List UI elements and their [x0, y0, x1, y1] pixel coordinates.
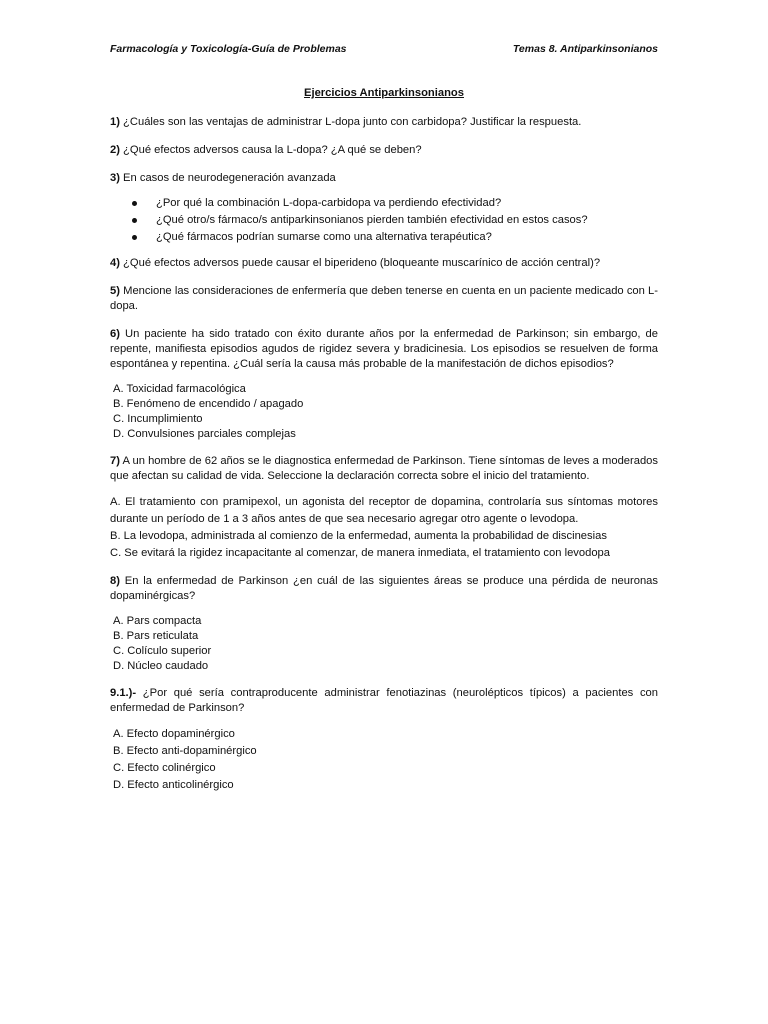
question-number: 8) [110, 575, 120, 587]
question-4 [110, 256, 658, 271]
bullet-item: ¿Qué otro/s fármaco/s antiparkinsonianos pierden también efectividad en estos casos? [132, 213, 658, 228]
question-text: ¿Qué efectos adversos causa la L-dopa? ¿A qué se deben? [119, 144, 422, 156]
option-b: B. Fenómeno de encendido / apagado [113, 398, 304, 410]
question-1 [110, 115, 658, 130]
question-2 [110, 143, 658, 158]
question-number: 5) [110, 285, 120, 297]
question-9-1-options [113, 726, 658, 794]
option-a: A. Efecto dopaminérgico [113, 728, 235, 740]
bullet-item: ¿Por qué la combinación L-dopa-carbidopa va perdiendo efectividad? [132, 196, 658, 211]
option-c: C. Incumplimiento [113, 413, 203, 425]
question-text: ¿Cuáles son las ventajas de administrar L-dopa junto con carbidopa? Justificar la respuesta. [119, 116, 582, 128]
question-7 [110, 454, 658, 484]
question-5 [110, 284, 658, 314]
question-number: 3) [110, 172, 120, 184]
question-6-options [113, 382, 658, 442]
option-a: A. Toxicidad farmacológica [113, 383, 246, 395]
question-number: 9.1.)- [110, 687, 137, 699]
question-number: 2) [110, 144, 120, 156]
option-d: D. Efecto anticolinérgico [113, 779, 234, 791]
option-c: C. Efecto colinérgico [113, 762, 216, 774]
option-b: B. La levodopa, administrada al comienzo de la enfermedad, aumenta la probabilidad de discinesias [110, 530, 607, 542]
page-title: Ejercicios Antiparkinsonianos [304, 87, 464, 99]
question-text: En casos de neurodegeneración avanzada [119, 172, 336, 184]
question-number: 1) [110, 116, 120, 128]
question-number: 6) [110, 328, 120, 340]
question-text: En la enfermedad de Parkinson ¿en cuál de las siguientes áreas se produce una pérdida de neuronas dopaminérgicas? [110, 575, 658, 602]
question-text: ¿Qué efectos adversos puede causar el biperideno (bloqueante muscarínico de acción central)? [119, 257, 601, 269]
header-left: Farmacología y Toxicología-Guía de Problemas [110, 43, 347, 55]
page-header [110, 42, 658, 57]
question-number: 7) [110, 455, 120, 467]
question-text: Un paciente ha sido tratado con éxito durante años por la enfermedad de Parkinson; sin embargo, de repente, manifiesta episodios agudos de rigidez severa y bradicinesia. Los episodios se resuelven de forma espontánea y repentina. ¿Cuál sería la causa más probable de la manifestación de dichos episodios? [110, 328, 658, 370]
option-c: C. Se evitará la rigidez incapacitante al comenzar, de manera inmediata, el tratamiento con levodopa [110, 547, 610, 559]
bullet-item: ¿Qué fármacos podrían sumarse como una alternativa terapéutica? [132, 230, 658, 245]
option-d: D. Convulsiones parciales complejas [113, 428, 296, 440]
question-6 [110, 327, 658, 372]
option-d: D. Núcleo caudado [113, 660, 209, 672]
question-text: ¿Por qué sería contraproducente administrar fenotiazinas (neurolépticos típicos) a pacientes con enfermedad de Parkinson? [110, 687, 658, 714]
question-number: 4) [110, 257, 120, 269]
header-right: Temas 8. Antiparkinsonianos [512, 43, 658, 55]
option-c: C. Colículo superior [113, 645, 212, 657]
question-text: A un hombre de 62 años se le diagnostica enfermedad de Parkinson. Tiene síntomas de leves a moderados que afectan su calidad de vida. Seleccione la declaración correcta sobre el inicio del tratamiento. [110, 455, 658, 482]
question-8-options [113, 614, 658, 674]
question-9-1 [110, 686, 658, 716]
question-7-options [110, 494, 658, 562]
option-a: A. Pars compacta [113, 615, 202, 627]
question-8 [110, 574, 658, 604]
option-b: B. Efecto anti-dopaminérgico [113, 745, 257, 757]
option-b: B. Pars reticulata [113, 630, 199, 642]
question-text: Mencione las consideraciones de enfermería que deben tenerse en cuenta en un paciente medicado con L-dopa. [110, 285, 658, 312]
question-3 [110, 171, 658, 186]
option-a: A. El tratamiento con pramipexol, un agonista del receptor de dopamina, controlaría sus síntomas motores durante un período de 1 a 3 años antes de que sea necesario agregar otro agente o levodopa. [110, 496, 658, 525]
question-3-bullets [110, 196, 658, 245]
document-body [110, 86, 658, 806]
